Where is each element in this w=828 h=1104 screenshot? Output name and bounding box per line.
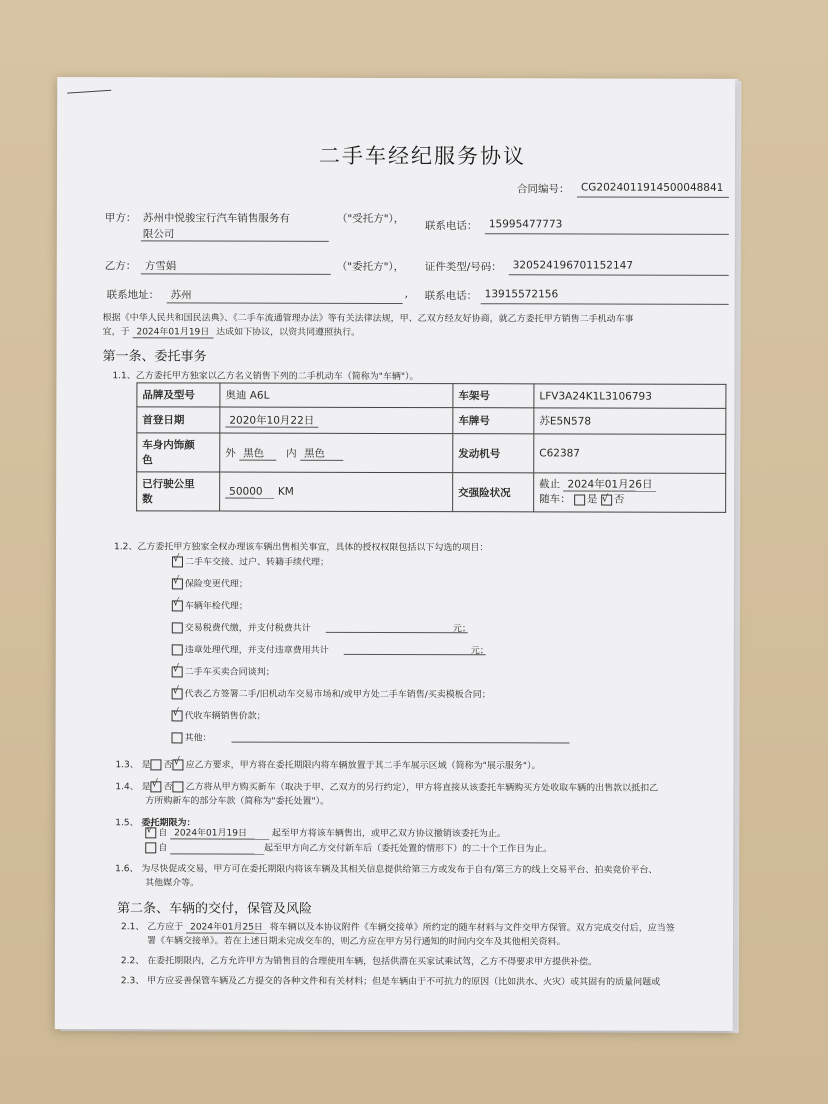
auth-item-checkbox[interactable]: [172, 578, 183, 589]
auth-item-checkbox[interactable]: [172, 600, 183, 611]
auth-item-checkbox[interactable]: [172, 666, 183, 677]
term-option-2-text: 起至甲方向乙方交付新车后（委托处置的情形下）的二十个工作日为止。: [264, 843, 553, 855]
party-b-name: 方雪娟: [144, 260, 177, 273]
insurance-no-label: 否: [613, 493, 625, 506]
insurance-with-label: 随车：: [539, 493, 571, 506]
clause-1-6-text-2: 其他媒介等。: [145, 878, 200, 889]
clause-1-3-yes: 是: [141, 760, 151, 771]
party-b-address: 苏州: [170, 289, 192, 302]
clause-1-3-yes-checkbox[interactable]: [151, 759, 162, 770]
contract-no-label: 合同编号：: [516, 183, 570, 196]
clause-1-4-no-label: 否: [163, 782, 173, 793]
auth-item-checkbox[interactable]: [172, 622, 183, 633]
party-a-role: （"受托方"），: [336, 212, 405, 226]
clause-1-3-text: 应乙方要求，甲方将在委托期限内将车辆放置于其二手车展示区域（简称为"展示服务"）。: [185, 760, 541, 772]
auth-item-label: 二手车买卖合同谈判；: [184, 667, 275, 678]
preamble-date: 2024年01月19日: [132, 327, 213, 338]
auth-item-checkbox[interactable]: [172, 710, 183, 721]
party-b-id-label: 证件类型/号码：: [424, 261, 502, 274]
color-in-value: 黑色: [300, 447, 343, 460]
document-title: 二手车经纪服务协议: [319, 143, 527, 169]
auth-item-suffix: 元；: [470, 646, 489, 657]
term-option-2-checkbox[interactable]: [145, 842, 156, 853]
term-option-1-date: 2024年01月19日: [170, 828, 269, 839]
clause-1-5-label: 委托期限为：: [141, 818, 196, 829]
vehicle-table: [136, 382, 726, 513]
brand-value: 奥迪 A6L: [220, 383, 453, 408]
party-a-phone-label: 联系电话：: [424, 220, 478, 233]
auth-item-label: 车辆年检代理；: [184, 601, 248, 612]
party-a-name-2: 限公司: [142, 228, 175, 241]
insurance-yes-checkbox[interactable]: [574, 494, 585, 505]
clause-2-1-no: 2.1、: [121, 922, 145, 933]
party-b-phone-label: 联系电话：: [424, 290, 478, 303]
clause-1-3-no-checkbox[interactable]: [173, 759, 184, 770]
preamble-line-2a: 宜，于: [102, 327, 130, 338]
reg-date-label: 首登日期: [137, 407, 220, 433]
clause-2-2-text: 在委托期限内，乙方允许甲方为销售目的合理使用车辆，包括供潜在买家试乘试驾，乙方不得要求甲方提供补偿。: [147, 956, 598, 968]
color-out-label: 外: [225, 447, 236, 460]
color-in-label: 内: [286, 447, 297, 460]
term-option-2-prefix: 自: [158, 843, 168, 854]
color-label-2: 色: [142, 454, 153, 467]
engine-label: 发动机号: [453, 434, 534, 473]
auth-item-label: 代收车辆销售价款；: [184, 711, 266, 722]
clause-1-1: 1.1、乙方委托甲方独家以乙方名义销售下列的二手机动车（简称为"车辆"）。: [112, 371, 419, 383]
clause-1-6-text-1: 为尽快促成交易，甲方可在委托期限内将该车辆及其相关信息提供给第三方或发布于自有/第三方的线上交易平台、拍卖竞价平台、: [141, 864, 658, 876]
plate-label: 车牌号: [453, 408, 534, 434]
auth-item-label: 代表乙方签署二手/旧机动车交易市场和/或甲方处二手车销售/买卖模板合同；: [184, 689, 491, 701]
clause-2-1-b: 将车辆以及本协议附件《车辆交接单》所约定的随车材料与文件交甲方保管。双方完成交付后，应当签: [269, 922, 675, 934]
clause-1-4-text-2: 方所购新车的部分车款（简称为"委托处置"）。: [145, 796, 330, 807]
clause-1-4-text-1: 乙方将从甲方购买新车（取决于甲、乙双方的另行约定），甲方将直接从该委托车辆购买方处收取车辆的出售款以抵扣乙: [185, 782, 659, 794]
auth-item-label: 保险变更代理；: [184, 579, 248, 590]
engine-value: C62387: [534, 434, 726, 474]
party-b-phone: 13915572156: [484, 288, 559, 301]
auth-item: [172, 598, 248, 611]
clause-2-3-text: 甲方应妥善保管车辆及乙方提交的各种文件和有关材料；但是车辆由于不可抗力的原因（比如洪水、火灾）或其固有的质量问题或: [147, 976, 661, 988]
party-b-label: 乙方：: [104, 260, 137, 273]
vin-value: LFV3A24K1L3106793: [534, 384, 726, 409]
insurance-yes-label: 是: [586, 493, 598, 506]
term-option-1-checkbox[interactable]: [145, 827, 156, 838]
auth-item-suffix: 元；: [452, 624, 471, 635]
auth-item: [172, 554, 329, 567]
article-1-title: 第一条、委托事务: [102, 349, 207, 365]
plate-value: 苏E5N578: [534, 408, 726, 435]
party-b-role: （"委托方"），: [336, 260, 405, 274]
auth-item: [172, 664, 275, 677]
party-a-label: 甲方：: [104, 212, 137, 225]
party-a-phone: 15995477773: [488, 218, 563, 231]
clause-2-2-no: 2.2、: [120, 956, 145, 967]
clause-1-2: 1.2、乙方委托甲方独家全权办理该车辆出售相关事宜，具体的授权权限包括以下勾选的项目：: [114, 542, 489, 554]
vin-label: 车架号: [453, 384, 534, 408]
color-label-1: 车身内饰颜: [142, 439, 195, 452]
insurance-no-checkbox[interactable]: [601, 494, 612, 505]
clause-1-4-no: 1.4、: [115, 782, 139, 793]
party-a-name-1: 苏州中悦骏宝行汽车销售服务有: [142, 212, 290, 225]
clause-2-3-no: 2.3、: [120, 976, 145, 987]
pen-mark: [67, 90, 111, 94]
clause-1-5-no: 1.5、: [115, 818, 139, 829]
km-label-1: 已行驶公里: [142, 478, 195, 491]
auth-item-label: 违章处理代理，并支付违章费用共计: [184, 645, 329, 656]
preamble-line-2b: 达成如下协议，以资共同遵照执行。: [216, 327, 361, 338]
clause-1-6-no: 1.6、: [115, 864, 139, 875]
auth-item-label: 二手车交接、过户、转籍手续代理；: [184, 557, 330, 568]
auth-item-checkbox[interactable]: [172, 732, 183, 743]
auth-item-label: 交易税费代缴，并支付税费共计: [184, 623, 311, 634]
contract-no-value: CG2024011914500048841: [580, 181, 724, 194]
insurance-until-label: 截止: [539, 478, 561, 491]
preamble-line-1: 根据《中华人民共和国民法典》、《二手车流通管理办法》等有关法律法规，甲、乙双方经友好协商，就乙方委托甲方销售二手机动车事: [102, 313, 634, 325]
party-b-address-label: 联系地址：: [106, 289, 160, 302]
km-unit: KM: [277, 485, 294, 498]
auth-item-checkbox[interactable]: [172, 644, 183, 655]
term-option-1-text: 起至甲方将该车辆售出，或甲乙双方协议撤销该委托为止。: [271, 828, 506, 840]
reg-date-value: 2020年10月22日: [225, 415, 318, 428]
clause-1-4-no-checkbox[interactable]: [173, 781, 184, 792]
insurance-until-date: 2024年01月26日: [564, 478, 657, 491]
clause-1-4-yes-checkbox[interactable]: [151, 781, 162, 792]
clause-1-3-no: 1.3、: [115, 760, 139, 771]
auth-item: [172, 708, 266, 721]
contract-paper: 二手车经纪服务协议 合同编号： CG2024011914500048841 甲方： 苏州中悦骏宝行汽车销售服务有 （"受托方"）， 限公司 联系电话： 15995477773 乙方： 方雪娟 （"委托方"）， 证件类型/号码： 320524196701152147 联系地址： 苏州 , 联系电话： 13915572156 根据《中华人民共和国民法典》、《二手车流通管理办法》等有关法律法规，甲、乙双方经友好协商，就乙方委托甲方销售二手机动车事 宜，于 2024年01月19日 达成如下协议，以资共同遵照执行。 第一条、委托事务 1.1、乙方委托甲方独家以乙方名义销售下列的二手机动车（简称为"车辆"）。 品牌及型号 奥迪 A6L 车架号 LFV3A24K1L3106793 首登日期 2020年10月22日 车牌号 苏E5N578 车身内饰颜 色 外 黑色 内 黑色 发动机号 C62387 已行驶公里 数 50000 KM 交强险状况 截止 2024年01月26日 随车： 是 √ 否 1.2、乙方委托甲方独家全权办理该车辆出售相关事宜，具体的授权权限包括以下勾选的项目： √二手车交接、过户、转籍手续代理； √保险变更代理； √车辆年检代理； 交易税费代缴，并支付税费共计 元； 违章处理代理，并支付违章费用共计 元； √二手车买卖合同谈判； √代表乙方签署二手/旧机动车交易市场和/或甲方处二手车销售/买卖模板合同； √代收车辆销售价款； 其他： 1.3、 是 否√ 应乙方要求，甲方将在委托期限内将车辆放置于其二手车展示区域（简称为"展示服务"）。 1.4、 是√ 否 乙方将从甲方购买新车（取决于甲、乙双方的另行约定），甲方将直接从该委托车辆购买方处收取车辆的出售款以抵扣乙 方所购新车的部分车款（简称为"委托处置"）。 1.5、 委托期限为： √自 2024年01月19日 起至甲方将该车辆售出，或甲乙双方协议撤销该委托为止。 自 起至甲方向乙方交付新车后（委托处置的情形下）的二十个工作日为止。 1.6、 为尽快促成交易，甲方可在委托期限内将该车辆及其相关信息提供给第三方或发布于自有/第三方的线上交易平台、拍卖竞价平台、 其他媒介等。 第二条、车辆的交付，保管及风险 2.1、 乙方应于 2024年01月25日 将车辆以及本协议附件《车辆交接单》所约定的随车材料与文件交甲方保管。双方完成交付后，应当签 署《车辆交接单》。若在上述日期未完成交车的，则乙方应在甲方另行通知的时间内交车及其他相关资料。 2.2、 在委托期限内，乙方允许甲方为销售目的合理使用车辆，包括供潜在买家试乘试驾，乙方不得要求甲方提供补偿。 2.3、 甲方应妥善保管车辆及乙方提交的各种文件和有关材料；但是车辆由于不可抗力的原因（比如洪水、火灾）或其固有的质量问题或: [55, 77, 735, 1031]
auth-item-checkbox[interactable]: [172, 688, 183, 699]
clause-2-1-c: 署《车辆交接单》。若在上述日期未完成交车的，则乙方应在甲方另行通知的时间内交车及其他相关资料。: [146, 936, 566, 948]
auth-item-label: 其他：: [184, 733, 212, 744]
auth-item: [172, 730, 212, 743]
clause-2-1-a: 乙方应于: [147, 922, 184, 933]
clause-1-4-yes: 是: [141, 782, 151, 793]
clause-2-1-date: 2024年01月25日: [186, 922, 267, 933]
article-2-title: 第二条、车辆的交付，保管及风险: [117, 901, 313, 917]
auth-item: [172, 576, 248, 589]
color-out-value: 黑色: [239, 447, 276, 460]
brand-label: 品牌及型号: [137, 383, 220, 407]
km-value: 50000: [225, 486, 274, 499]
clause-1-3-no-label: 否: [163, 760, 173, 771]
insurance-label: 交强险状况: [453, 473, 534, 512]
term-option-1-prefix: 自: [158, 828, 168, 839]
auth-item: [172, 686, 491, 700]
km-label-2: 数: [142, 493, 153, 506]
party-b-id: 320524196701152147: [512, 259, 634, 272]
auth-item-checkbox[interactable]: [172, 556, 183, 567]
